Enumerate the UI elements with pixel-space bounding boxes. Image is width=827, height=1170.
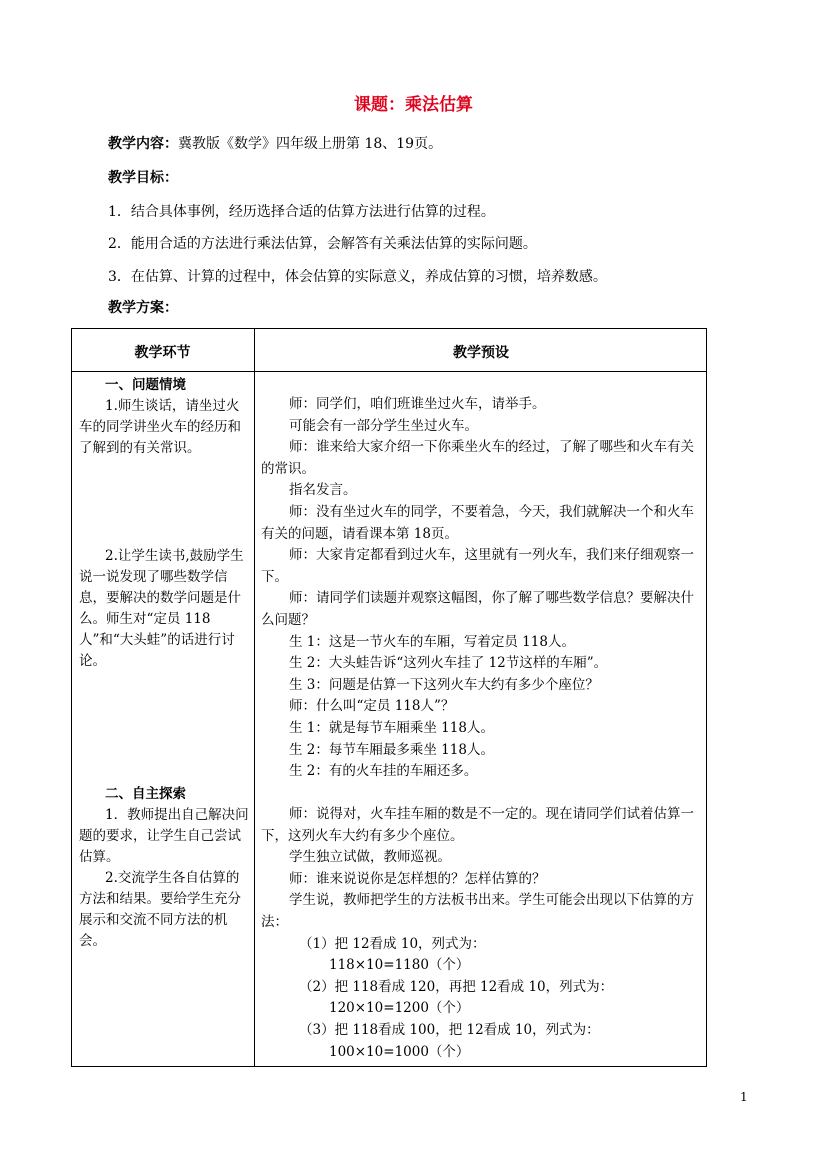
plan-dialogue-2 xyxy=(261,804,701,1063)
dialogue-line: 师：大家肯定都看到过火车，这里就有一列火车，我们来仔细观察一下。 xyxy=(261,547,694,585)
column-divider xyxy=(254,328,255,1067)
plan-dialogue-1 xyxy=(261,394,701,783)
dialogue-line: 师：谁来说说你是怎样想的？怎样估算的？ xyxy=(289,870,546,887)
dialogue-line: 指名发言。 xyxy=(289,482,357,499)
dialogue-line: 可能会有一部分学生坐过火车。 xyxy=(289,417,478,434)
dialogue-line: 师：请同学们读题并观察这幅图，你了解了哪些数学信息？要解决什么问题？ xyxy=(261,590,694,628)
lesson-plan-table xyxy=(71,328,707,1067)
col-header-plan: 教学预设 xyxy=(453,345,509,361)
method-item: （3）把 118看成 100，把 12看成 10，列式为： xyxy=(299,1021,600,1038)
dialogue-line: 师：谁来给大家介绍一下你乘坐火车的经过，了解了哪些和火车有关的常识。 xyxy=(261,439,694,477)
dialogue-line: 生 2：有的火车挂的车厢还多。 xyxy=(289,763,478,780)
dialogue-line: 师：说得对，火车挂车厢的数是不一定的。现在请同学们试着估算一下，这列火车大约有多少个座位。 xyxy=(261,806,694,844)
section-self-explore xyxy=(79,784,249,952)
section-title: 一、问题情境 xyxy=(105,377,186,393)
goal-item: 3．在估算、计算的过程中，体会估算的实际意义，养成估算的习惯，培养数感。 xyxy=(108,269,607,285)
page-number: 1 xyxy=(740,1090,748,1104)
method-item: （1）把 12看成 10，列式为： xyxy=(299,935,486,952)
page-title: 课题：乘法估算 xyxy=(354,95,473,115)
section-problem-context xyxy=(79,375,249,459)
method-equation: 120×10=1200（个） xyxy=(329,1000,470,1017)
dialogue-line: 师：没有坐过火车的同学，不要着急，今天，我们就解决一个和火车有关的问题，请看课本第 18页。 xyxy=(261,503,694,542)
goal-item: 1．结合具体事例，经历选择合适的估算方法进行估算的过程。 xyxy=(108,204,495,220)
goal-item: 2．能用合适的方法进行乘法估算，会解答有关乘法估算的实际问题。 xyxy=(108,236,537,252)
plan-heading: 教学方案： xyxy=(108,300,178,316)
dialogue-line: 学生独立试做，教师巡视。 xyxy=(289,849,451,866)
section-paragraph: 2.交流学生各自估算的方法和结果。要给学生充分展示和交流不同方法的机会。 xyxy=(79,870,241,949)
method-equation: 100×10=1000（个） xyxy=(329,1043,470,1060)
method-equation: 118×10=1180（个） xyxy=(329,957,470,974)
dialogue-line: 学生说，教师把学生的方法板书出来。学生可能会出现以下估算的方法： xyxy=(261,892,694,930)
goals-heading: 教学目标： xyxy=(108,170,178,186)
dialogue-line: 生 1：就是每节车厢乘坐 118人。 xyxy=(289,719,494,736)
col-header-stage: 教学环节 xyxy=(134,345,191,361)
section-paragraph: 1．教师提出自己解决问题的要求，让学生自己尝试估算。 xyxy=(79,807,249,865)
section-paragraph: 2.让学生读书,鼓励学生说一说发现了哪些数学信息，要解决的数学问题是什么。师生对“定员 118 人”和“大头蛙”的话进行讨论。 xyxy=(79,548,244,669)
section-title: 二、自主探索 xyxy=(105,786,186,802)
section-paragraph: 1.师生谈话，请坐过火车的同学讲坐火车的经历和了解到的有关常识。 xyxy=(79,398,241,456)
teaching-content-label: 教学内容： xyxy=(108,136,178,152)
teaching-content xyxy=(108,133,442,153)
section-problem-context-2 xyxy=(79,546,249,672)
dialogue-line: 生 1：这是一节火车的车厢，写着定员 118人。 xyxy=(289,633,575,650)
teaching-content-text: 冀教版《数学》四年级上册第 18、19页。 xyxy=(178,136,443,152)
dialogue-line: 生 3：问题是估算一下这列火车大约有多少个座位？ xyxy=(289,676,599,693)
dialogue-line: 生 2：每节车厢最多乘坐 118人。 xyxy=(289,741,494,758)
dialogue-line: 生 2：大头蛙告诉“这列火车挂了 12节这样的车厢”。 xyxy=(289,655,608,672)
dialogue-line: 师：同学们，咱们班谁坐过火车，请举手。 xyxy=(289,396,546,412)
method-item: （2）把 118看成 120，再把 12看成 10，列式为： xyxy=(299,978,614,995)
header-divider xyxy=(71,371,707,372)
dialogue-line: 师：什么叫“定员 118人”？ xyxy=(289,698,455,715)
